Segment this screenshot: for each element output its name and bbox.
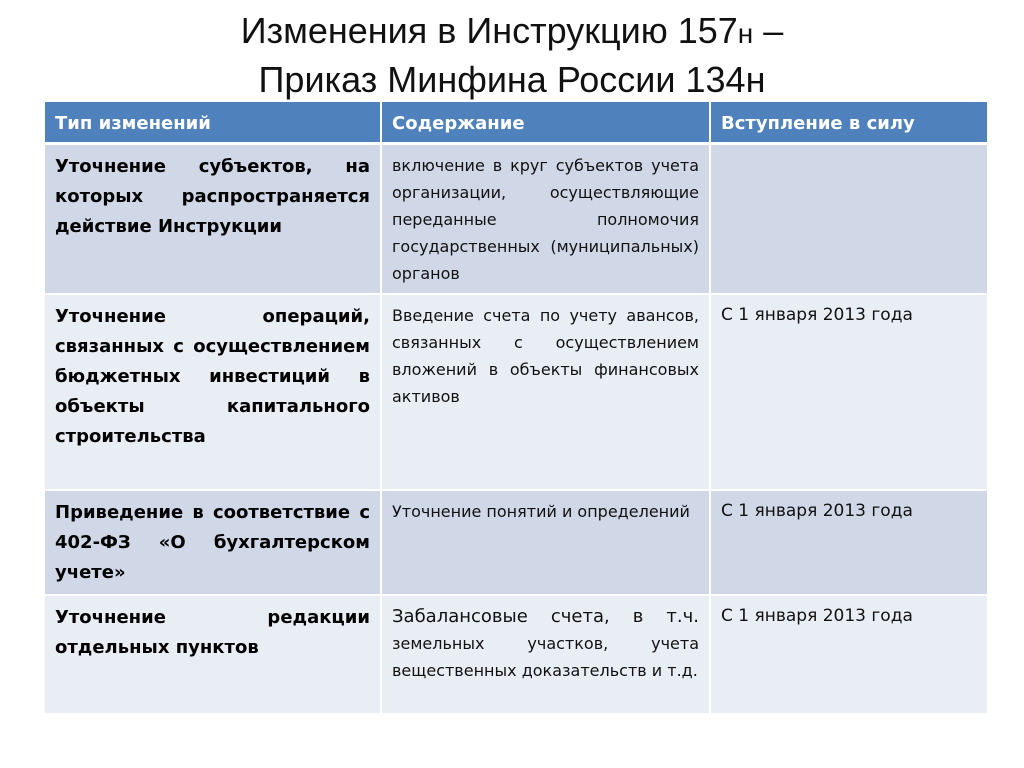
cell-effective-date: С 1 января 2013 года bbox=[710, 490, 987, 595]
cell-change-type: Уточнение субъектов, на которых распространяется действие Инструкции bbox=[45, 144, 381, 295]
table-row bbox=[45, 144, 987, 295]
cell-change-type: Уточнение редакции отдельных пунктов bbox=[45, 595, 381, 714]
cell-change-type: Уточнение операций, связанных с осуществлением бюджетных инвестиций в объекты капитального строительства bbox=[45, 294, 381, 490]
title-line-1-main: Изменения в Инструкцию 157 bbox=[240, 10, 738, 51]
table-row bbox=[45, 294, 987, 490]
cell-content: включение в круг субъектов учета организации, осуществляющие переданные полномочия государственных (муниципальных) органов bbox=[381, 144, 710, 295]
title-line-1-dash: – bbox=[753, 10, 784, 51]
cell-change-type: Приведение в соответствие с 402-ФЗ «О бухгалтерском учете» bbox=[45, 490, 381, 595]
title-line-2: Приказ Минфина России 134н bbox=[258, 59, 766, 100]
header-change-type: Тип изменений bbox=[45, 102, 381, 144]
header-content: Содержание bbox=[381, 102, 710, 144]
slide-title bbox=[0, 8, 1024, 103]
cell-content bbox=[381, 595, 710, 714]
changes-table-container bbox=[45, 102, 987, 715]
cell-effective-date: С 1 января 2013 года bbox=[710, 595, 987, 714]
table-row bbox=[45, 595, 987, 714]
cell-effective-date bbox=[710, 144, 987, 295]
cell-effective-date: С 1 января 2013 года bbox=[710, 294, 987, 490]
header-effective-date: Вступление в силу bbox=[710, 102, 987, 144]
cell-content-rest: земельных участков, учета вещественных доказательств и т.д. bbox=[392, 634, 699, 680]
title-line-1 bbox=[0, 8, 1024, 57]
cell-content: Уточнение понятий и определений bbox=[381, 490, 710, 595]
table-header-row bbox=[45, 102, 987, 144]
cell-content-lead: Забалансовые счета, в т.ч. bbox=[392, 606, 699, 627]
changes-table bbox=[45, 102, 987, 715]
cell-content: Введение счета по учету авансов, связанных с осуществлением вложений в объекты финансовых активов bbox=[381, 294, 710, 490]
table-row bbox=[45, 490, 987, 595]
title-line-1-suffix: н bbox=[737, 18, 754, 49]
